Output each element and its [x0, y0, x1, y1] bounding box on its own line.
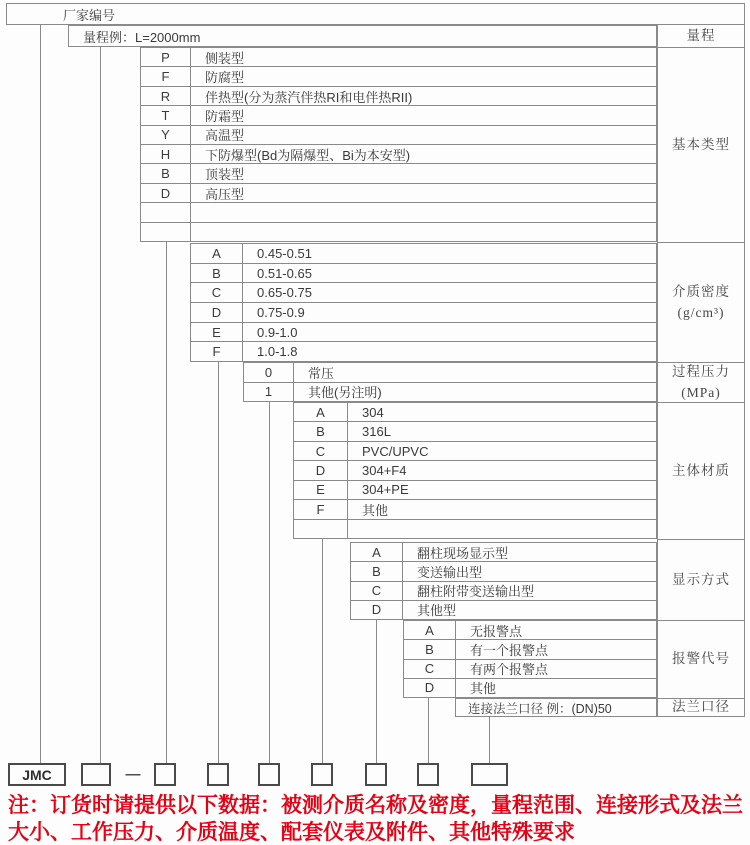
description-cell: 有一个报警点	[470, 642, 549, 658]
description-cell	[191, 203, 656, 221]
category-medium-density: 介质密度 (g/cm³)	[658, 242, 744, 362]
manufacturer-code-row	[6, 3, 745, 25]
separator-dash: —	[125, 766, 141, 783]
description-cell: 防霜型	[205, 108, 245, 124]
description-cell: 0.9-1.0	[257, 324, 298, 340]
category-range: 量程	[686, 27, 716, 43]
order-note-line1: 注：订货时请提供以下数据：被测介质名称及密度，量程范围、连接形式及法兰	[8, 794, 743, 817]
table-row	[141, 66, 656, 85]
table-row	[191, 341, 656, 361]
table-row	[191, 302, 656, 322]
table-row	[294, 519, 656, 538]
category-flange-size: 法兰口径	[658, 698, 744, 717]
code-cell: B	[141, 164, 191, 182]
table-row	[141, 86, 656, 105]
description-cell: 翻柱附带变送输出型	[417, 584, 535, 600]
code-cell: B	[404, 640, 456, 658]
flange-row	[455, 698, 657, 717]
category-basic-type: 基本类型	[658, 47, 744, 242]
table-row	[351, 581, 656, 600]
manufacturer-code-label: 厂家编号	[63, 7, 116, 23]
connector-line	[100, 47, 101, 763]
connector-line	[322, 539, 323, 763]
code-cell: C	[191, 283, 243, 302]
table-row	[141, 125, 656, 144]
description-cell: 其他(另注明)	[308, 385, 382, 401]
table-row	[351, 561, 656, 580]
code-cell: D	[351, 601, 403, 619]
table-row	[191, 244, 656, 263]
pressure-code-box	[258, 763, 280, 786]
code-cell	[141, 203, 191, 221]
table-row	[244, 382, 656, 402]
description-cell: 0.75-0.9	[257, 304, 305, 320]
description-cell: 1.0-1.8	[257, 344, 298, 360]
code-cell	[141, 223, 191, 241]
table-row	[351, 543, 656, 561]
alarm-code-box	[417, 763, 439, 786]
code-cell: 1	[244, 383, 294, 402]
code-cell: D	[141, 184, 191, 202]
description-cell: 高温型	[205, 128, 245, 144]
code-cell: A	[351, 543, 403, 561]
connector-line	[269, 402, 270, 763]
description-cell: 304	[362, 404, 384, 420]
material-code-box	[311, 763, 333, 786]
code-cell: Y	[141, 126, 191, 144]
description-cell: 有两个报警点	[470, 662, 549, 678]
description-cell: 其他型	[417, 603, 457, 619]
description-cell: 无报警点	[470, 623, 523, 639]
table-row	[141, 144, 656, 163]
code-cell: 0	[244, 363, 294, 382]
basic-type-group	[140, 47, 657, 242]
range-row	[68, 25, 657, 47]
table-row	[141, 163, 656, 182]
description-cell: 304+F4	[362, 462, 407, 478]
table-row	[351, 600, 656, 619]
alarm-code-group	[403, 620, 657, 698]
description-cell: 常压	[308, 365, 335, 381]
code-cell: D	[294, 461, 348, 479]
code-cell: R	[141, 87, 191, 105]
table-row	[294, 480, 656, 499]
table-row	[141, 202, 656, 221]
description-cell: 0.45-0.51	[257, 245, 312, 261]
table-row	[294, 499, 656, 518]
description-cell: 0.65-0.75	[257, 285, 312, 301]
display-mode-group	[350, 542, 657, 620]
order-note	[8, 792, 748, 845]
description-cell: 其他	[470, 681, 497, 697]
description-cell: 伴热型(分为蒸汽伴热RI和电伴热RII)	[205, 89, 413, 105]
description-cell: 其他	[362, 502, 389, 518]
description-cell: 0.51-0.65	[257, 265, 312, 281]
code-cell: A	[191, 244, 243, 263]
code-cell: E	[294, 481, 348, 499]
table-row	[141, 105, 656, 124]
category-body-material: 主体材质	[658, 402, 744, 539]
category-display-mode: 显示方式	[658, 539, 744, 620]
description-cell: 顶装型	[205, 167, 245, 183]
code-cell: F	[294, 500, 348, 518]
code-cell: D	[191, 303, 243, 322]
description-cell	[348, 520, 656, 538]
description-cell: 变送输出型	[417, 564, 483, 580]
category-process-pressure: 过程压力 (MPa)	[658, 362, 744, 402]
code-cell: F	[141, 67, 191, 85]
range-example-label: 量程例：L=2000mm	[83, 29, 201, 45]
code-cell: C	[294, 442, 348, 460]
flange-code-box	[471, 763, 508, 786]
table-row	[404, 621, 656, 639]
order-note-line2: 大小、工作压力、介质温度、配套仪表及附件、其他特殊要求	[8, 821, 575, 844]
table-row	[294, 403, 656, 421]
flange-label: 连接法兰口径 例：(DN)50	[468, 701, 612, 716]
table-row	[191, 322, 656, 342]
table-row	[294, 460, 656, 479]
table-row	[141, 48, 656, 66]
code-cell: B	[294, 422, 348, 440]
description-cell: 翻柱现场显示型	[417, 545, 509, 561]
description-cell: 防腐型	[205, 70, 245, 86]
description-cell: 304+PE	[362, 482, 409, 498]
code-cell: D	[404, 679, 456, 697]
code-cell: E	[191, 323, 243, 342]
code-cell	[294, 520, 348, 538]
description-cell: 316L	[362, 424, 391, 440]
table-row	[191, 263, 656, 283]
density-code-box	[207, 763, 229, 786]
code-cell: T	[141, 106, 191, 124]
code-cell: P	[141, 48, 191, 66]
model-prefix-box: JMC	[8, 763, 66, 786]
code-cell: C	[351, 582, 403, 600]
code-cell: B	[191, 264, 243, 283]
body-material-group	[293, 402, 657, 539]
description-cell: PVC/UPVC	[362, 443, 429, 459]
code-cell: A	[294, 403, 348, 421]
connector-line	[40, 25, 41, 763]
category-column	[657, 25, 745, 717]
table-row	[141, 222, 656, 241]
table-row	[404, 678, 656, 697]
medium-density-group	[190, 243, 657, 362]
basic-type-code-box	[154, 763, 176, 786]
process-pressure-group	[243, 362, 657, 402]
description-cell: 下防爆型(Bd为隔爆型、Bi为本安型)	[205, 147, 411, 163]
code-cell: H	[141, 145, 191, 163]
connector-line	[428, 698, 429, 763]
category-alarm-code: 报警代号	[658, 620, 744, 698]
display-code-box	[365, 763, 387, 786]
table-row	[141, 183, 656, 202]
table-row	[244, 363, 656, 382]
table-row	[191, 282, 656, 302]
description-cell	[191, 223, 656, 241]
table-row	[404, 639, 656, 658]
connector-line	[218, 362, 219, 763]
code-cell: B	[351, 562, 403, 580]
range-code-box	[81, 763, 111, 786]
code-cell: F	[191, 342, 243, 361]
table-row	[294, 441, 656, 460]
connector-line	[489, 717, 490, 763]
description-cell: 高压型	[205, 186, 245, 202]
table-row	[404, 659, 656, 678]
code-cell: A	[404, 621, 456, 639]
table-row	[294, 421, 656, 440]
description-cell: 侧装型	[205, 50, 245, 66]
connector-line	[376, 620, 377, 763]
connector-line	[166, 242, 167, 763]
code-cell: C	[404, 660, 456, 678]
